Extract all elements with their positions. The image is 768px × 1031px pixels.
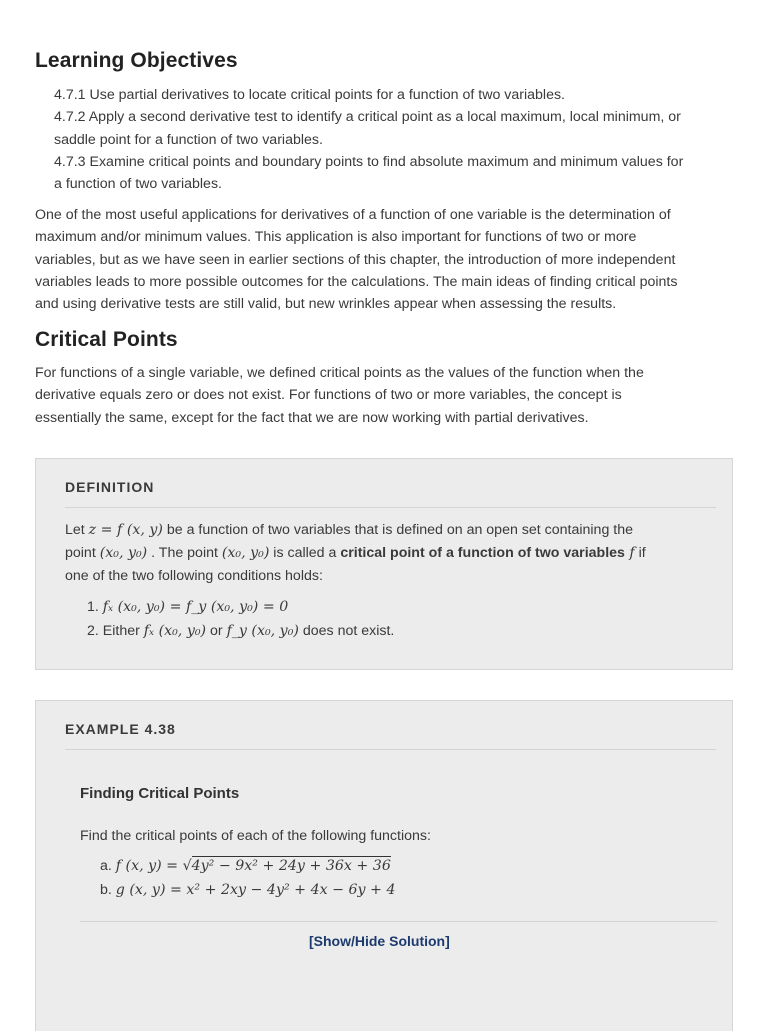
- show-hide-solution-link[interactable]: [Show/Hide Solution]: [309, 933, 450, 949]
- objective-item: 4.7.1 Use partial derivatives to locate critical points for a function of two variables.: [54, 87, 565, 103]
- definition-box: [35, 458, 733, 670]
- example-part-b: [100, 879, 395, 901]
- learning-objectives-list: [54, 84, 744, 195]
- def-bold: critical point of a function of two variables: [340, 545, 625, 561]
- def-text: Let: [65, 522, 89, 538]
- example-prompt: Find the critical points of each of the following functions:: [80, 828, 431, 844]
- def-math: f: [624, 545, 635, 561]
- cond-math: f_y (x₀, y₀): [226, 623, 299, 639]
- intro-line: variables, but as we have seen in earlier sections of this chapter, the introduction of more independent: [35, 251, 676, 268]
- cond-text: does not exist.: [298, 623, 395, 639]
- paragraph-line: derivative equals zero or does not exist. For functions of two or more variables, the concept is: [35, 387, 622, 404]
- def-text: is called a: [269, 545, 341, 561]
- part-label: b.: [100, 882, 116, 898]
- objective-item: 4.7.3 Examine critical points and boundary points to find absolute maximum and minimum values for: [54, 153, 684, 170]
- paragraph-line: For functions of a single variable, we defined critical points as the values of the function when the: [35, 365, 644, 381]
- def-text: point: [65, 545, 100, 561]
- paragraph-line: essentially the same, except for the fact that we are now working with partial derivatives.: [35, 409, 589, 426]
- part-a-lhs: f (x, y) =: [115, 858, 183, 874]
- objective-item: a function of two variables.: [54, 176, 222, 193]
- example-title: EXAMPLE 4.38: [65, 721, 176, 737]
- objective-item: 4.7.2 Apply a second derivative test to identify a critical point as a local maximum, local minimum, or: [54, 109, 681, 126]
- definition-title: DEFINITION: [65, 479, 155, 495]
- definition-line-1: [65, 519, 633, 541]
- intro-line: variables leads to more possible outcomes for the calculations. The main ideas of finding critical points: [35, 273, 678, 290]
- def-math: (x₀, y₀): [99, 545, 148, 561]
- cond-math: fₓ (x₀, y₀): [143, 623, 207, 639]
- objective-item: saddle point for a function of two variables.: [54, 131, 323, 148]
- part-label: a.: [100, 858, 116, 874]
- definition-divider: [65, 507, 716, 508]
- example-divider: [65, 749, 716, 750]
- example-solution-divider: [80, 921, 717, 922]
- part-b-math: g (x, y) = x² + 2xy − 4y² + 4x − 6y + 4: [115, 882, 396, 898]
- intro-line: One of the most useful applications for derivatives of a function of one variable is the determination of: [35, 207, 671, 223]
- definition-line-2: [65, 542, 646, 564]
- cond-text: 2. Either: [87, 623, 144, 639]
- definition-line-3: one of the two following conditions holds:: [65, 568, 323, 584]
- cond-math: fₓ (x₀, y₀) = f_y (x₀, y₀) = 0: [102, 599, 289, 615]
- part-a-radicand: 4y² − 9x² + 24y + 36x + 36: [191, 858, 391, 874]
- cond-num: 1.: [87, 599, 103, 615]
- intro-line: maximum and/or minimum values. This application is also important for functions of two or more: [35, 229, 637, 246]
- def-math: z = f (x, y): [88, 522, 163, 538]
- def-text: . The point: [147, 545, 222, 561]
- def-text: if: [634, 545, 646, 561]
- example-subtitle: Finding Critical Points: [80, 785, 240, 802]
- critical-points-heading: Critical Points: [35, 328, 178, 351]
- example-box: [35, 700, 733, 1031]
- sqrt-symbol: √: [182, 858, 192, 874]
- critical-points-paragraph: [35, 362, 735, 429]
- condition-2: [87, 620, 394, 642]
- condition-1: [87, 596, 288, 618]
- intro-line: and using derivative tests are still valid, but new wrinkles appear when assessing the results.: [35, 296, 617, 313]
- def-math: (x₀, y₀): [221, 545, 270, 561]
- learning-objectives-heading: Learning Objectives: [35, 49, 238, 72]
- def-text: be a function of two variables that is defined on an open set containing the: [162, 522, 634, 538]
- example-part-a: [100, 855, 391, 877]
- cond-text: or: [206, 623, 227, 639]
- intro-paragraph: [35, 204, 735, 315]
